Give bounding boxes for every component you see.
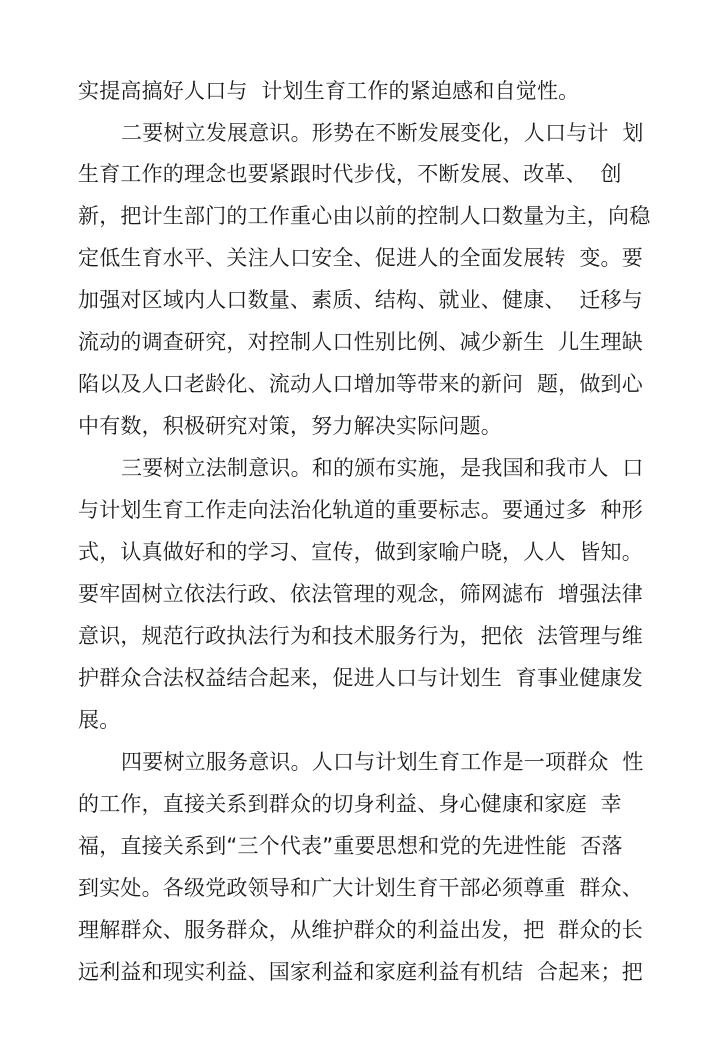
paragraph-heading-line: 四要树立服务意识。人口与计划生育工作是一项群众 性 [121, 750, 644, 774]
text-line: 新，把计生部门的工作重心由以前的控制人口数量为主，向稳 [78, 204, 651, 228]
text-line: 福，直接关系到“三个代表”重要思想和党的先进性能 否落 [78, 834, 623, 858]
text-line: 流动的调查研究，对控制人口性别比例、减少新生 儿生理缺 [78, 330, 643, 354]
text-line: 远利益和现实利益、国家利益和家庭利益有机结 合起来；把 [78, 960, 643, 984]
text-line: 中有数，积极研究对策，努力解决实际问题。 [78, 414, 502, 438]
text-line: 的工作，直接关系到群众的切身利益、身心健康和家庭 幸 [78, 792, 622, 816]
text-line: 护群众合法权益结合起来，促进人口与计划生 育事业健康发 [78, 666, 643, 690]
text-line: 理解群众、服务群众，从维护群众的利益出发，把 群众的长 [78, 918, 643, 942]
paragraph-heading-line: 二要树立发展意识。形势在不断发展变化，人口与计 划 [121, 121, 644, 145]
text-line: 生育工作的理念也要紧跟时代步伐，不断发展、改革、 创 [78, 162, 622, 186]
text-line: 式，认真做好和的学习、宣传，做到家喻户晓，人人 皆知。 [78, 540, 643, 564]
text-line: 要牢固树立依法行政、依法管理的观念，筛网滤布 增强法律 [78, 582, 643, 606]
text-line: 加强对区域内人口数量、素质、结构、就业、健康、 迁移与 [78, 288, 643, 312]
paragraph-heading-line: 三要树立法制意识。和的颁布实施，是我国和我市人 口 [121, 456, 644, 480]
text-line: 定低生育水平、关注人口安全、促进人的全面发展转 变。要 [78, 246, 643, 270]
text-line: 实提高搞好人口与 计划生育工作的紧迫感和自觉性。 [78, 79, 580, 103]
text-line: 展。 [78, 708, 121, 732]
text-line: 陷以及人口老龄化、流动人口增加等带来的新问 题，做到心 [78, 372, 643, 396]
text-line: 与计划生育工作走向法治化轨道的重要标志。要通过多 种形 [78, 498, 643, 522]
text-line: 意识，规范行政执法行为和技术服务行为，把依 法管理与维 [78, 624, 643, 648]
text-line: 到实处。各级党政领导和广大计划生育干部必须尊重 群众、 [78, 876, 643, 900]
